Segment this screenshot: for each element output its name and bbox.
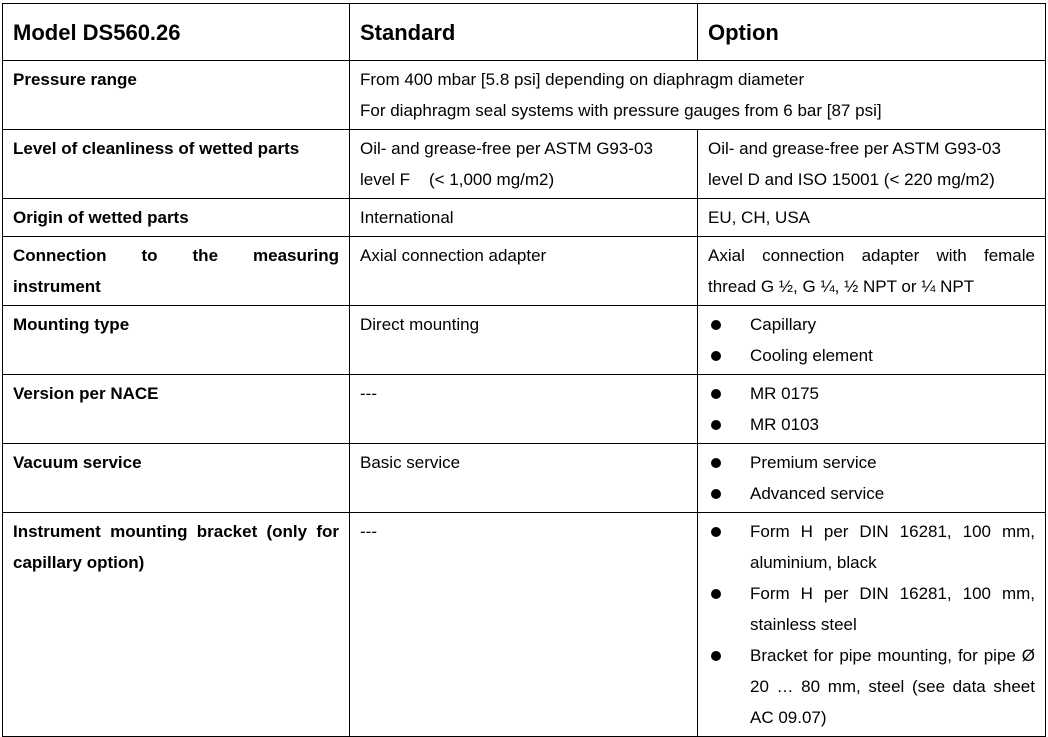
value-line: From 400 mbar [5.8 psi] depending on diaphragm diameter <box>360 70 805 89</box>
bullet-icon <box>711 351 721 361</box>
row-nace <box>3 375 1046 444</box>
list-item <box>708 340 1035 371</box>
option-cell: EU, CH, USA <box>698 199 1046 237</box>
table-header-row <box>3 4 1046 61</box>
pressure-range-value <box>350 61 1046 130</box>
list-item <box>708 516 1035 578</box>
option-list <box>708 378 1035 440</box>
value-line: Oil- and grease-free per ASTM G93-03 <box>360 139 653 158</box>
row-label: Pressure range <box>3 61 350 130</box>
header-model: Model DS560.26 <box>3 4 350 61</box>
row-cleanliness <box>3 130 1046 199</box>
row-label: Instrument mounting bracket (only for capillary option) <box>3 513 350 737</box>
bullet-icon <box>711 589 721 599</box>
bullet-icon <box>711 651 721 661</box>
list-item-text: MR 0175 <box>750 384 819 403</box>
list-item-text: MR 0103 <box>750 415 819 434</box>
list-item <box>708 447 1035 478</box>
standard-cell: Basic service <box>350 444 698 513</box>
row-bracket <box>3 513 1046 737</box>
bullet-icon <box>711 320 721 330</box>
row-origin <box>3 199 1046 237</box>
option-cell <box>698 513 1046 737</box>
row-label: Origin of wetted parts <box>3 199 350 237</box>
list-item-text: Bracket for pipe mounting, for pipe Ø 20 … 80 mm, steel (see data sheet AC 09.07) <box>750 646 1035 727</box>
option-list <box>708 516 1035 733</box>
list-item <box>708 478 1035 509</box>
list-item-text: Capillary <box>750 315 817 334</box>
row-pressure-range <box>3 61 1046 130</box>
standard-cell <box>350 130 698 199</box>
list-item <box>708 309 1035 340</box>
list-item <box>708 409 1035 440</box>
value-line: level D and ISO 15001 (< 220 mg/m2) <box>708 170 995 189</box>
list-item-text: Form H per DIN 16281, 100 mm, aluminium, black <box>750 522 1035 572</box>
option-cell <box>698 375 1046 444</box>
option-cell <box>698 444 1046 513</box>
list-item <box>708 378 1035 409</box>
row-label: Connection to the measuring instrument <box>3 237 350 306</box>
option-cell: Axial connection adapter with female thread G ½, G ¼, ½ NPT or ¼ NPT <box>698 237 1046 306</box>
option-cell <box>698 306 1046 375</box>
list-item-text: Cooling element <box>750 346 873 365</box>
standard-cell: --- <box>350 375 698 444</box>
standard-cell: International <box>350 199 698 237</box>
row-mounting-type <box>3 306 1046 375</box>
bullet-icon <box>711 458 721 468</box>
row-label: Mounting type <box>3 306 350 375</box>
spec-table <box>2 3 1046 737</box>
row-label: Level of cleanliness of wetted parts <box>3 130 350 199</box>
value-line: For diaphragm seal systems with pressure gauges from 6 bar [87 psi] <box>360 101 882 120</box>
standard-cell: Axial connection adapter <box>350 237 698 306</box>
bullet-icon <box>711 420 721 430</box>
value-line: level F (< 1,000 mg/m2) <box>360 170 555 189</box>
option-list <box>708 309 1035 371</box>
row-vacuum <box>3 444 1046 513</box>
row-connection <box>3 237 1046 306</box>
bullet-icon <box>711 489 721 499</box>
option-list <box>708 447 1035 509</box>
list-item <box>708 578 1035 640</box>
list-item-text: Form H per DIN 16281, 100 mm, stainless steel <box>750 584 1035 634</box>
row-label: Vacuum service <box>3 444 350 513</box>
bullet-icon <box>711 527 721 537</box>
list-item-text: Premium service <box>750 453 877 472</box>
header-option: Option <box>698 4 1046 61</box>
list-item <box>708 640 1035 733</box>
value-line: Oil- and grease-free per ASTM G93-03 <box>708 139 1001 158</box>
option-cell <box>698 130 1046 199</box>
standard-cell: --- <box>350 513 698 737</box>
row-label: Version per NACE <box>3 375 350 444</box>
standard-cell: Direct mounting <box>350 306 698 375</box>
bullet-icon <box>711 389 721 399</box>
header-standard: Standard <box>350 4 698 61</box>
list-item-text: Advanced service <box>750 484 885 503</box>
